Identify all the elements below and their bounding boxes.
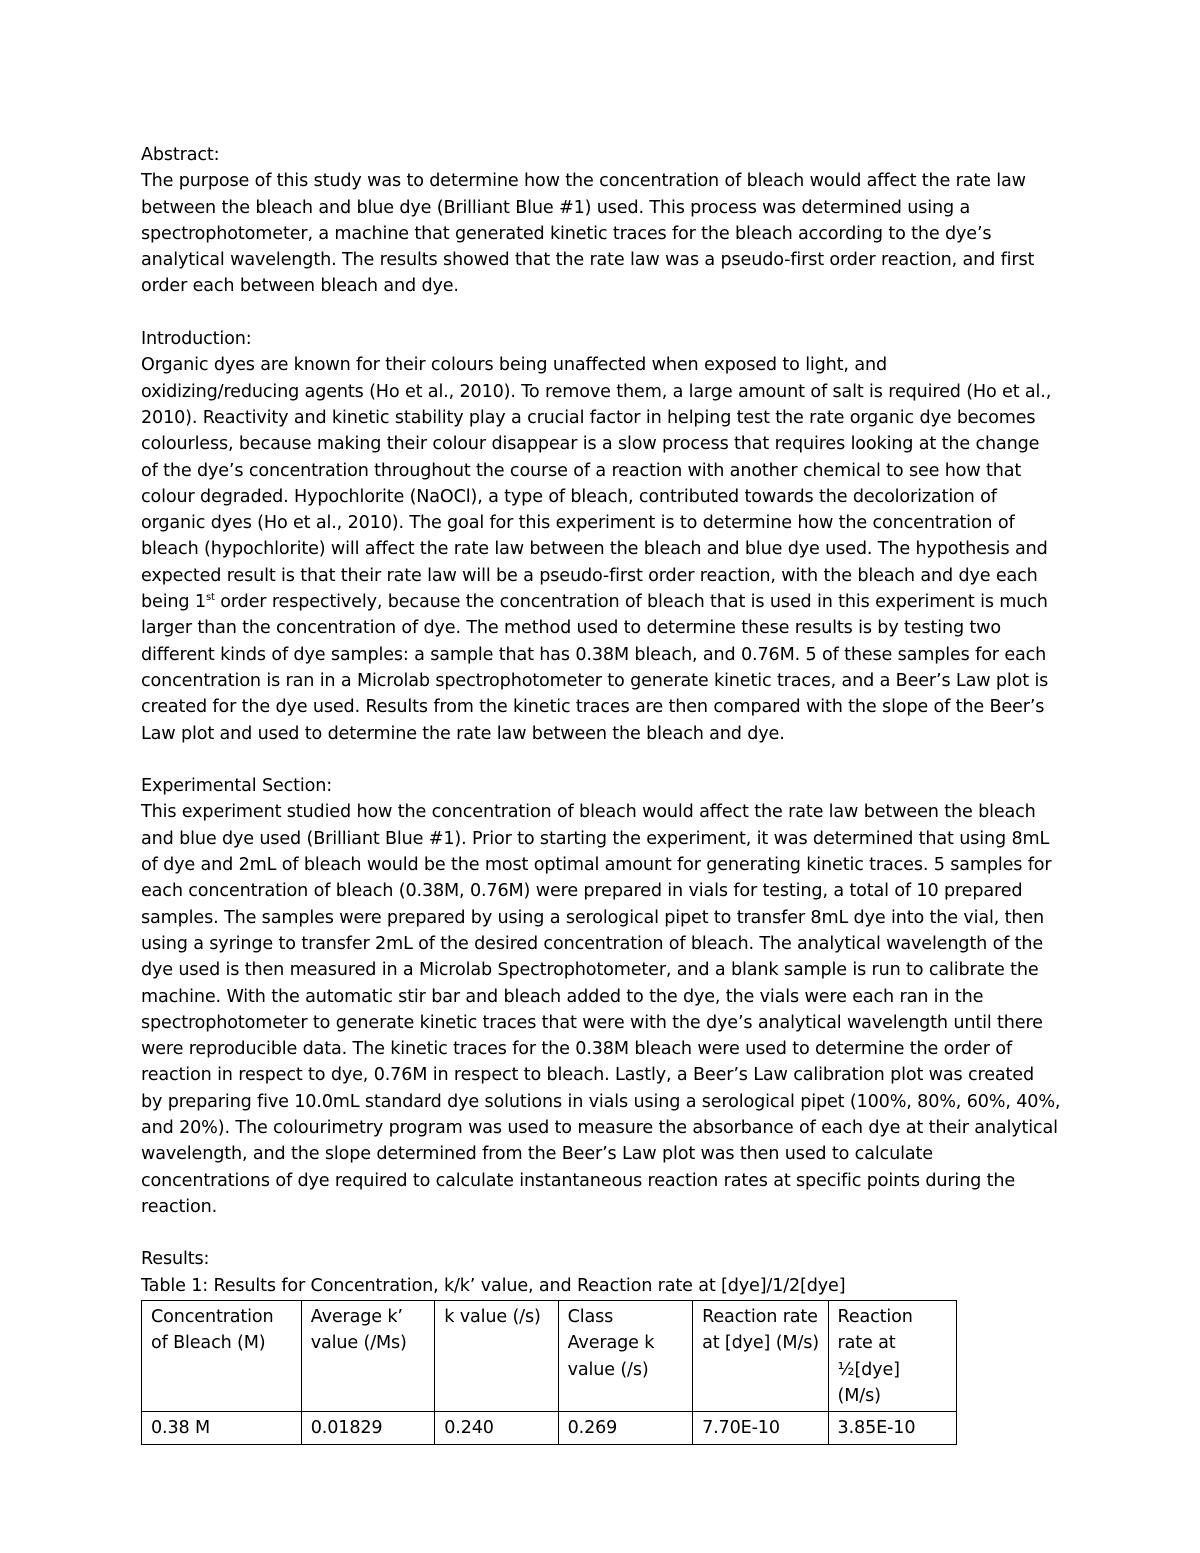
experimental-line: of dye and 2mL of bleach would be the most optimal amount for generating kinetic traces. 5 samples for bbox=[141, 855, 1052, 876]
introduction-paragraph bbox=[141, 352, 1076, 746]
ordinal-superscript: st bbox=[205, 592, 215, 604]
introduction-line: Law plot and used to determine the rate law between the bleach and dye. bbox=[141, 723, 785, 744]
experimental-line: using a syringe to transfer 2mL of the desired concentration of bleach. The analytical wavelength of the bbox=[141, 933, 1044, 954]
introduction-line: expected result is that their rate law will be a pseudo-first order reaction, with the bleach and dye each bbox=[141, 565, 1038, 586]
introduction-line: colour degraded. Hypochlorite (NaOCl), a type of bleach, contributed towards the decolorization of bbox=[141, 486, 997, 507]
introduction-line: oxidizing/reducing agents (Ho et al., 2010). To remove them, a large amount of salt is required (Ho et al., bbox=[141, 381, 1052, 402]
introduction-line: organic dyes (Ho et al., 2010). The goal for this experiment is to determine how the concentration of bbox=[141, 513, 1015, 534]
introduction-line-post: order respectively, because the concentration of bleach that is used in this experiment is much bbox=[214, 592, 1048, 613]
results-table bbox=[141, 1300, 957, 1444]
table-cell: 7.70E-10 bbox=[693, 1412, 828, 1444]
experimental-line: and blue dye used (Brilliant Blue #1). Prior to starting the experiment, it was determined that using 8mL bbox=[141, 828, 1050, 849]
abstract-line: order each between bleach and dye. bbox=[141, 276, 459, 297]
results-heading: Results: bbox=[141, 1249, 210, 1270]
abstract-heading: Abstract: bbox=[141, 145, 220, 165]
experimental-line: reaction in respect to dye, 0.76M in respect to bleach. Lastly, a Beer’s Law calibration plot was created bbox=[141, 1065, 1034, 1086]
introduction-line-pre: being 1 bbox=[141, 592, 206, 613]
experimental-line: samples. The samples were prepared by using a serological pipet to transfer 8mL dye into the vial, then bbox=[141, 907, 1045, 928]
table-header-row bbox=[142, 1301, 957, 1412]
introduction-line: concentration is ran in a Microlab spectrophotometer to generate kinetic traces, and a Beer’s Law plot is bbox=[141, 670, 1049, 691]
experimental-line: reaction. bbox=[141, 1196, 218, 1217]
abstract-line: The purpose of this study was to determine how the concentration of bleach would affect the rate law bbox=[141, 171, 1026, 192]
introduction-line: colourless, because making their colour disappear is a slow process that requires looking at the change bbox=[141, 434, 1040, 455]
experimental-line: were reproducible data. The kinetic traces for the 0.38M bleach were used to determine the order of bbox=[141, 1039, 1012, 1060]
table-row bbox=[142, 1412, 957, 1444]
introduction-line: Organic dyes are known for their colours being unaffected when exposed to light, and bbox=[141, 355, 887, 376]
experimental-heading: Experimental Section: bbox=[141, 776, 333, 797]
abstract-line: spectrophotometer, a machine that generated kinetic traces for the bleach according to the dye’s bbox=[141, 223, 992, 244]
experimental-line: This experiment studied how the concentration of bleach would affect the rate law between the bleach bbox=[141, 802, 1036, 823]
table-cell: 3.85E-10 bbox=[828, 1412, 956, 1444]
experimental-line: dye used is then measured in a Microlab Spectrophotometer, and a blank sample is run to calibrate the bbox=[141, 960, 1039, 981]
table-cell: 0.240 bbox=[435, 1412, 558, 1444]
experimental-line: wavelength, and the slope determined from the Beer’s Law plot was then used to calculate bbox=[141, 1144, 933, 1165]
experimental-line: spectrophotometer to generate kinetic traces that were with the dye’s analytical wavelength until there bbox=[141, 1012, 1043, 1033]
experimental-line: concentrations of dye required to calculate instantaneous reaction rates at specific points during the bbox=[141, 1170, 1016, 1191]
table-header-cell: Reaction rate at ½[dye] (M/s) bbox=[828, 1301, 956, 1412]
introduction-line: different kinds of dye samples: a sample that has 0.38M bleach, and 0.76M. 5 of these samples for each bbox=[141, 644, 1047, 665]
abstract-line: between the bleach and blue dye (Brilliant Blue #1) used. This process was determined using a bbox=[141, 197, 971, 218]
experimental-line: machine. With the automatic stir bar and bleach added to the dye, the vials were each ran in the bbox=[141, 986, 984, 1007]
table-header-cell: Class Average k value (/s) bbox=[558, 1301, 692, 1412]
abstract-paragraph bbox=[141, 168, 1076, 299]
experimental-paragraph bbox=[141, 799, 1076, 1220]
abstract-line: analytical wavelength. The results showed that the rate law was a pseudo-first order reaction, and first bbox=[141, 250, 1035, 271]
introduction-line: of the dye’s concentration throughout the course of a reaction with another chemical to see how that bbox=[141, 460, 1022, 481]
table-caption: Table 1: Results for Concentration, k/k’ value, and Reaction rate at [dye]/1/2[dye] bbox=[141, 1275, 846, 1296]
table-cell: 0.38 M bbox=[142, 1412, 302, 1444]
experimental-line: by preparing five 10.0mL standard dye solutions in vials using a serological pipet (100%, 80%, 60%, 40%, bbox=[141, 1091, 1061, 1112]
document-page bbox=[141, 142, 1076, 1445]
introduction-line: bleach (hypochlorite) will affect the rate law between the bleach and blue dye used. The hypothesis and bbox=[141, 539, 1048, 560]
table-cell: 0.01829 bbox=[301, 1412, 434, 1444]
table-cell: 0.269 bbox=[558, 1412, 692, 1444]
introduction-line-superscript bbox=[141, 589, 1076, 615]
experimental-line: each concentration of bleach (0.38M, 0.76M) were prepared in vials for testing, a total of 10 prepared bbox=[141, 881, 1023, 902]
introduction-line: 2010). Reactivity and kinetic stability play a crucial factor in helping test the rate organic dye becomes bbox=[141, 407, 1036, 428]
table-header-cell: k value (/s) bbox=[435, 1301, 558, 1412]
introduction-line: larger than the concentration of dye. The method used to determine these results is by testing two bbox=[141, 618, 1002, 639]
introduction-line: created for the dye used. Results from the kinetic traces are then compared with the slope of the Beer’s bbox=[141, 697, 1045, 718]
experimental-line: and 20%). The colourimetry program was used to measure the absorbance of each dye at their analytical bbox=[141, 1117, 1058, 1138]
table-header-cell: Average k’ value (/Ms) bbox=[301, 1301, 434, 1412]
table-header-cell: Concentration of Bleach (M) bbox=[142, 1301, 302, 1412]
introduction-heading: Introduction: bbox=[141, 329, 252, 350]
table-header-cell: Reaction rate at [dye] (M/s) bbox=[693, 1301, 828, 1412]
